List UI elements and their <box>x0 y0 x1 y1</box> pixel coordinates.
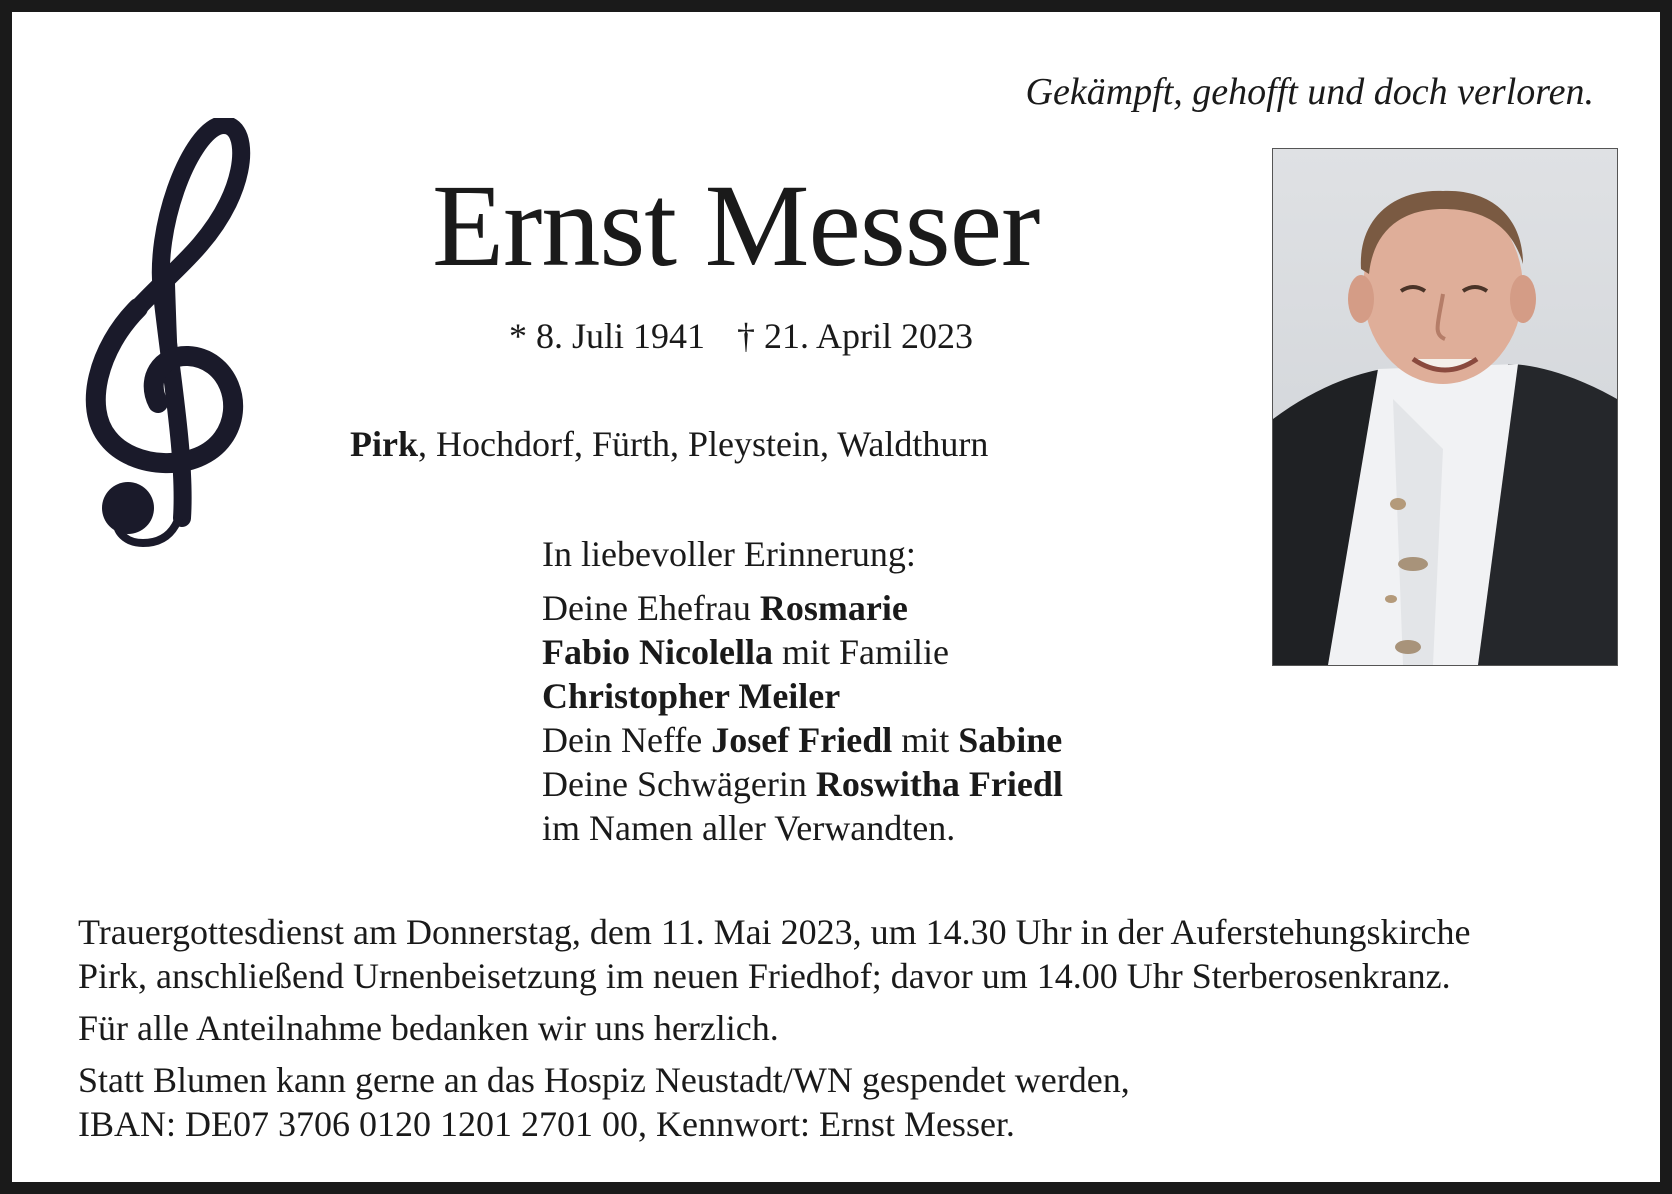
portrait-illustration <box>1273 149 1617 665</box>
mourner-line: im Namen aller Verwandten. <box>542 808 956 848</box>
thanks-line: Für alle Anteilnahme bedanken wir uns herzlich. <box>78 1008 779 1048</box>
life-dates <box>509 315 973 357</box>
mourners-list <box>542 532 1063 850</box>
donation-info <box>78 1058 1470 1146</box>
mourner-connector: mit <box>892 720 959 760</box>
mourner-line <box>542 718 1063 762</box>
mourner-relation: Deine Ehefrau <box>542 588 760 628</box>
mourner-name: Christopher Meiler <box>542 676 841 716</box>
place-rest: , Hochdorf, Fürth, Pleystein, Waldthurn <box>418 424 989 464</box>
thanks-note <box>78 1006 1470 1050</box>
mourner-name: Fabio Nicolella <box>542 632 773 672</box>
service-line: Trauergottesdienst am Donnerstag, dem 11. Mai 2023, um 14.30 Uhr in der Auferstehungskirche <box>78 912 1471 952</box>
deceased-name: Ernst Messer <box>432 160 1040 291</box>
service-info <box>78 910 1470 998</box>
place-main: Pirk <box>350 424 418 464</box>
notices <box>78 910 1470 1146</box>
mourner-relation: Deine Schwägerin <box>542 764 816 804</box>
mourner-name: Sabine <box>958 720 1063 760</box>
mourner-line <box>542 762 1063 806</box>
mourner-line <box>542 630 1063 674</box>
service-line: Pirk, anschließend Urnenbeisetzung im neuen Friedhof; davor um 14.00 Uhr Sterberosenkranz. <box>78 956 1451 996</box>
treble-clef-icon <box>78 118 262 550</box>
mourner-relation: mit Familie <box>772 632 949 672</box>
death-date: † 21. April 2023 <box>737 316 974 356</box>
mourner-relation: Dein Neffe <box>542 720 712 760</box>
portrait-photo <box>1272 148 1618 666</box>
mourner-name: Josef Friedl <box>711 720 893 760</box>
motto: Gekämpft, gehofft und doch verloren. <box>1025 71 1594 113</box>
mourner-name: Roswitha Friedl <box>815 764 1063 804</box>
mourners-intro: In liebevoller Erinnerung: <box>542 534 916 574</box>
birth-date: * 8. Juli 1941 <box>509 316 706 356</box>
place-list <box>350 423 988 465</box>
donation-iban: IBAN: DE07 3706 0120 1201 2701 00, Kennwort: Ernst Messer. <box>78 1104 1015 1144</box>
donation-line: Statt Blumen kann gerne an das Hospiz Neustadt/WN gespendet werden, <box>78 1060 1130 1100</box>
mourner-name: Rosmarie <box>759 588 908 628</box>
mourner-line <box>542 674 1063 718</box>
mourner-line <box>542 586 1063 630</box>
